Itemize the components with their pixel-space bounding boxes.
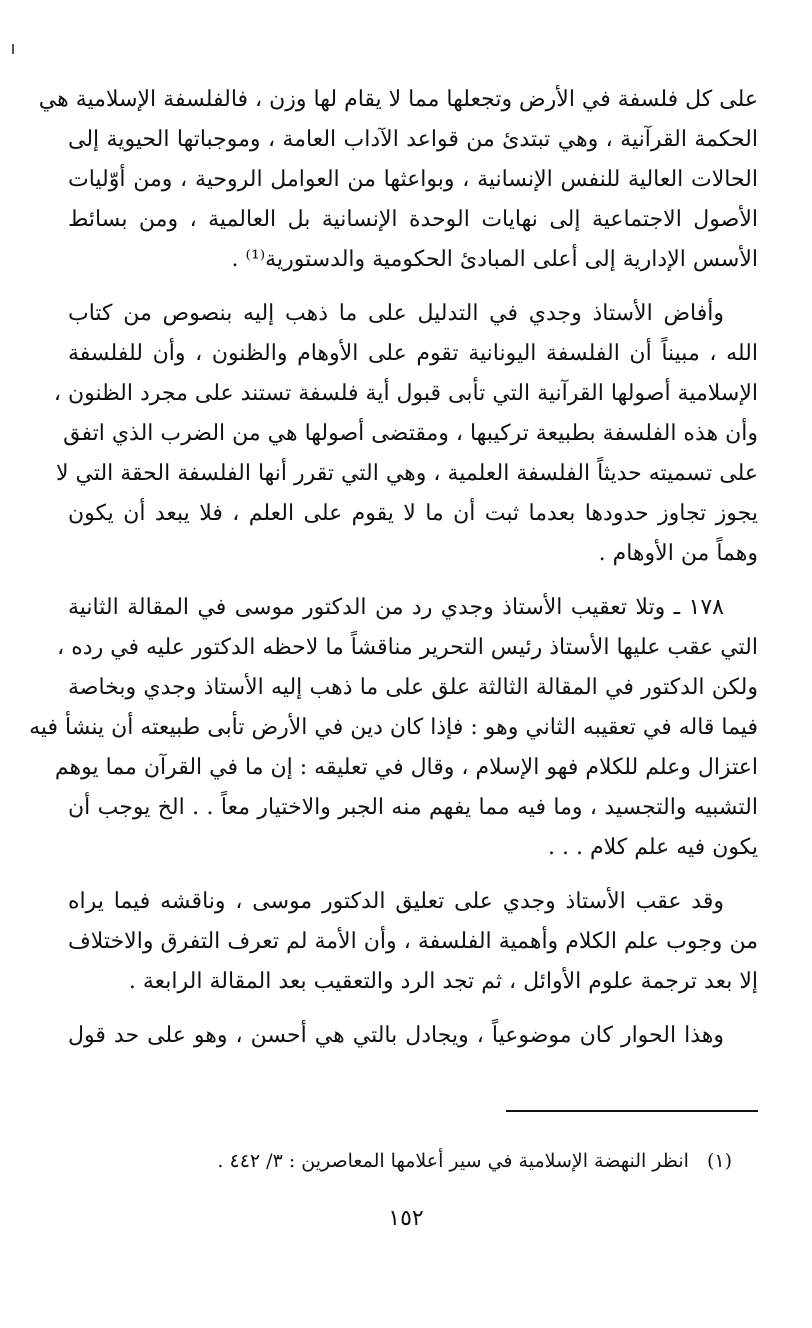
text-line: الحكمة القرآنية ، وهي تبتدئ من قواعد الآداب العامة ، وموجباتها الحيوية إلى: [68, 127, 758, 152]
footnote: [217, 1144, 732, 1178]
text-line: الأصول الاجتماعية إلى نهايات الوحدة الإنسانية بل العالمية ، ومن بسائط: [68, 207, 758, 232]
text-line: يكون فيه علم كلام . . .: [548, 835, 758, 860]
text-line: الإسلامية أصولها القرآنية التي تأبى قبول أية فلسفة تستند على مجرد الظنون ،: [53, 381, 758, 406]
footnote-separator: [506, 1110, 758, 1112]
page-number: ١٥٢: [388, 1206, 424, 1231]
text-line: اعتزال وعلم للكلام فهو الإسلام ، وقال في تعليقه : إن ما في القرآن مما يوهم: [54, 755, 758, 780]
text-line: فيما قاله في تعقيبه الثاني وهو : فإذا كان دين في الأرض تأبى طبيعته أن ينشأ فيه: [29, 715, 758, 740]
text-line: الله ، مبيناً أن الفلسفة اليونانية تقوم على الأوهام والظنون ، وأن للفلسفة: [68, 341, 758, 366]
footnote-number: (١): [706, 1150, 732, 1172]
text-line: على كل فلسفة في الأرض وتجعلها مما لا يقام لها وزن ، فالفلسفة الإسلامية هي: [38, 87, 758, 112]
paragraph-gap: [68, 1002, 758, 1016]
text-line: الحالات العالية للنفس الإنسانية ، وبواعثها من العوامل الروحية ، ومن أوّليات: [68, 167, 758, 192]
body-text: [29, 80, 758, 1056]
text-line: وهماً من الأوهام .: [598, 541, 758, 566]
paragraph-gap: [68, 868, 758, 882]
text-line: التي عقب عليها الأستاذ رئيس التحرير مناقشاً ما لاحظه الدكتور عليه في رده ،: [57, 635, 758, 660]
footnote-text: انظر النهضة الإسلامية في سير أعلامها المعاصرين : ٣/ ٤٤٢ .: [217, 1150, 689, 1172]
text-line: ولكن الدكتور في المقالة الثالثة علق على ما ذهب إليه الأستاذ وجدي وبخاصة: [68, 675, 758, 700]
text-line: وهذا الحوار كان موضوعياً ، ويجادل بالتي هي أحسن ، وهو على حد قول: [68, 1023, 724, 1048]
text-line: الأسس الإدارية إلى أعلى المبادئ الحكومية والدستورية⁽¹⁾ .: [231, 247, 758, 272]
text-line: يجوز تجاوز حدودها بعدما ثبت أن ما لا يقوم على العلم ، فلا يبعد أن يكون: [68, 501, 758, 526]
text-line: ١٧٨ ـ وتلا تعقيب الأستاذ وجدي رد من الدكتور موسى في المقالة الثانية: [68, 595, 724, 620]
text-line: من وجوب علم الكلام وأهمية الفلسفة ، وأن الأمة لم تعرف التفرق والاختلاف: [68, 929, 758, 954]
paragraph-gap: [68, 574, 758, 588]
text-line: وقد عقب الأستاذ وجدي على تعليق الدكتور موسى ، وناقشه فيما يراه: [68, 889, 724, 914]
text-line: وأفاض الأستاذ وجدي في التدليل على ما ذهب إليه بنصوص من كتاب: [68, 301, 724, 326]
text-line: على تسميته حديثاً الفلسفة العلمية ، وهي التي تقرر أنها الفلسفة الحقة التي لا: [55, 461, 758, 486]
text-line: وأن هذه الفلسفة بطبيعة تركيبها ، ومقتضى أصولها هي من الضرب الذي اتفق: [63, 421, 758, 446]
text-line: إلا بعد ترجمة علوم الأوائل ، ثم تجد الرد والتعقيب بعد المقالة الرابعة .: [128, 969, 758, 994]
page-edge-mark: [12, 44, 14, 54]
text-line: التشبيه والتجسيد ، وما فيه مما يفهم منه الجبر والاختيار معاً . . الخ يوجب أن: [68, 795, 758, 820]
paragraph-gap: [68, 280, 758, 294]
